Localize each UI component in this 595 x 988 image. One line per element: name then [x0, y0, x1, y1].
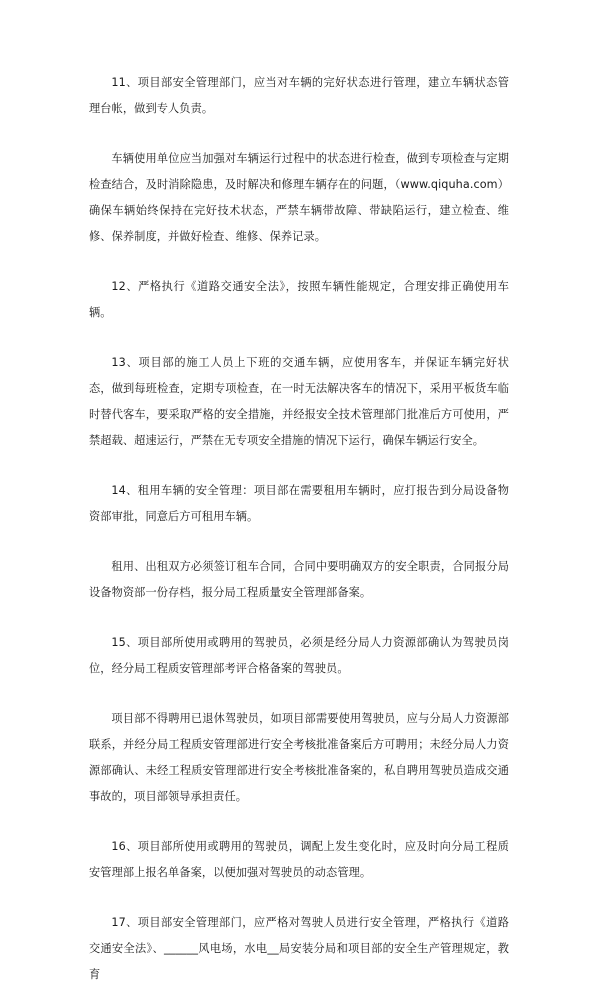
paragraph-16: 16、项目部所使用或聘用的驾驶员，调配上发生变化时，应及时向分局工程质安管理部上报名单备案，以便加强对驾驶员的动态管理。 [89, 840, 509, 879]
paragraph-11: 11、项目部安全管理部门，应当对车辆的完好状态进行管理，建立车辆状态管理台帐，做到专人负责。 [89, 76, 509, 115]
paragraph-14: 14、租用车辆的安全管理：项目部在需要租用车辆时，应打报告到分局设备物资部审批，同意后方可租用车辆。 [89, 484, 509, 523]
paragraph-rental-contract: 租用、出租双方必须签订租车合同，合同中要明确双方的安全职责，合同报分局设备物资部一份存档，报分局工程质量安全管理部备案。 [89, 560, 509, 599]
paragraph-12: 12、严格执行《道路交通安全法》，按照车辆性能规定，合理安排正确使用车辆。 [89, 280, 509, 319]
paragraph-17: 17、项目部安全管理部门，应严格对驾驶人员进行安全管理，严格执行《道路交通安全法》、______风电场，水电__局安装分局和项目部的安全生产管理规定，教育 [89, 916, 509, 981]
paragraph-15: 15、项目部所使用或聘用的驾驶员，必须是经分局人力资源部确认为驾驶员岗位，经分局工程质安管理部考评合格备案的驾驶员。 [89, 636, 509, 675]
paragraph-vehicle-inspection: 车辆使用单位应当加强对车辆运行过程中的状态进行检查，做到专项检查与定期检查结合，及时消除隐患，及时解决和修理车辆存在的问题，（www.qiquha.com）确保车辆始终保持在完好技术状态，严禁车辆带故障、带缺陷运行，建立检查、维修、保养制度，并做好检查、维修、保养记录。 [89, 152, 509, 243]
paragraph-driver-hiring: 项目部不得聘用已退休驾驶员，如项目部需要使用驾驶员，应与分局人力资源部联系，并经分局工程质安管理部进行安全考核批准备案后方可聘用；未经分局人力资源部确认、未经工程质安管理部进行安全考核批准备案的，私自聘用驾驶员造成交通事故的，项目部领导承担责任。 [89, 712, 509, 803]
document-body [89, 70, 509, 988]
paragraph-13: 13、项目部的施工人员上下班的交通车辆，应使用客车，并保证车辆完好状态，做到每班检查，定期专项检查，在一时无法解决客车的情况下，采用平板货车临时替代客车，要采取严格的安全措施，并经报安全技术管理部门批准后方可使用，严禁超载、超速运行，严禁在无专项安全措施的情况下运行，确保车辆运行安全。 [89, 356, 509, 447]
